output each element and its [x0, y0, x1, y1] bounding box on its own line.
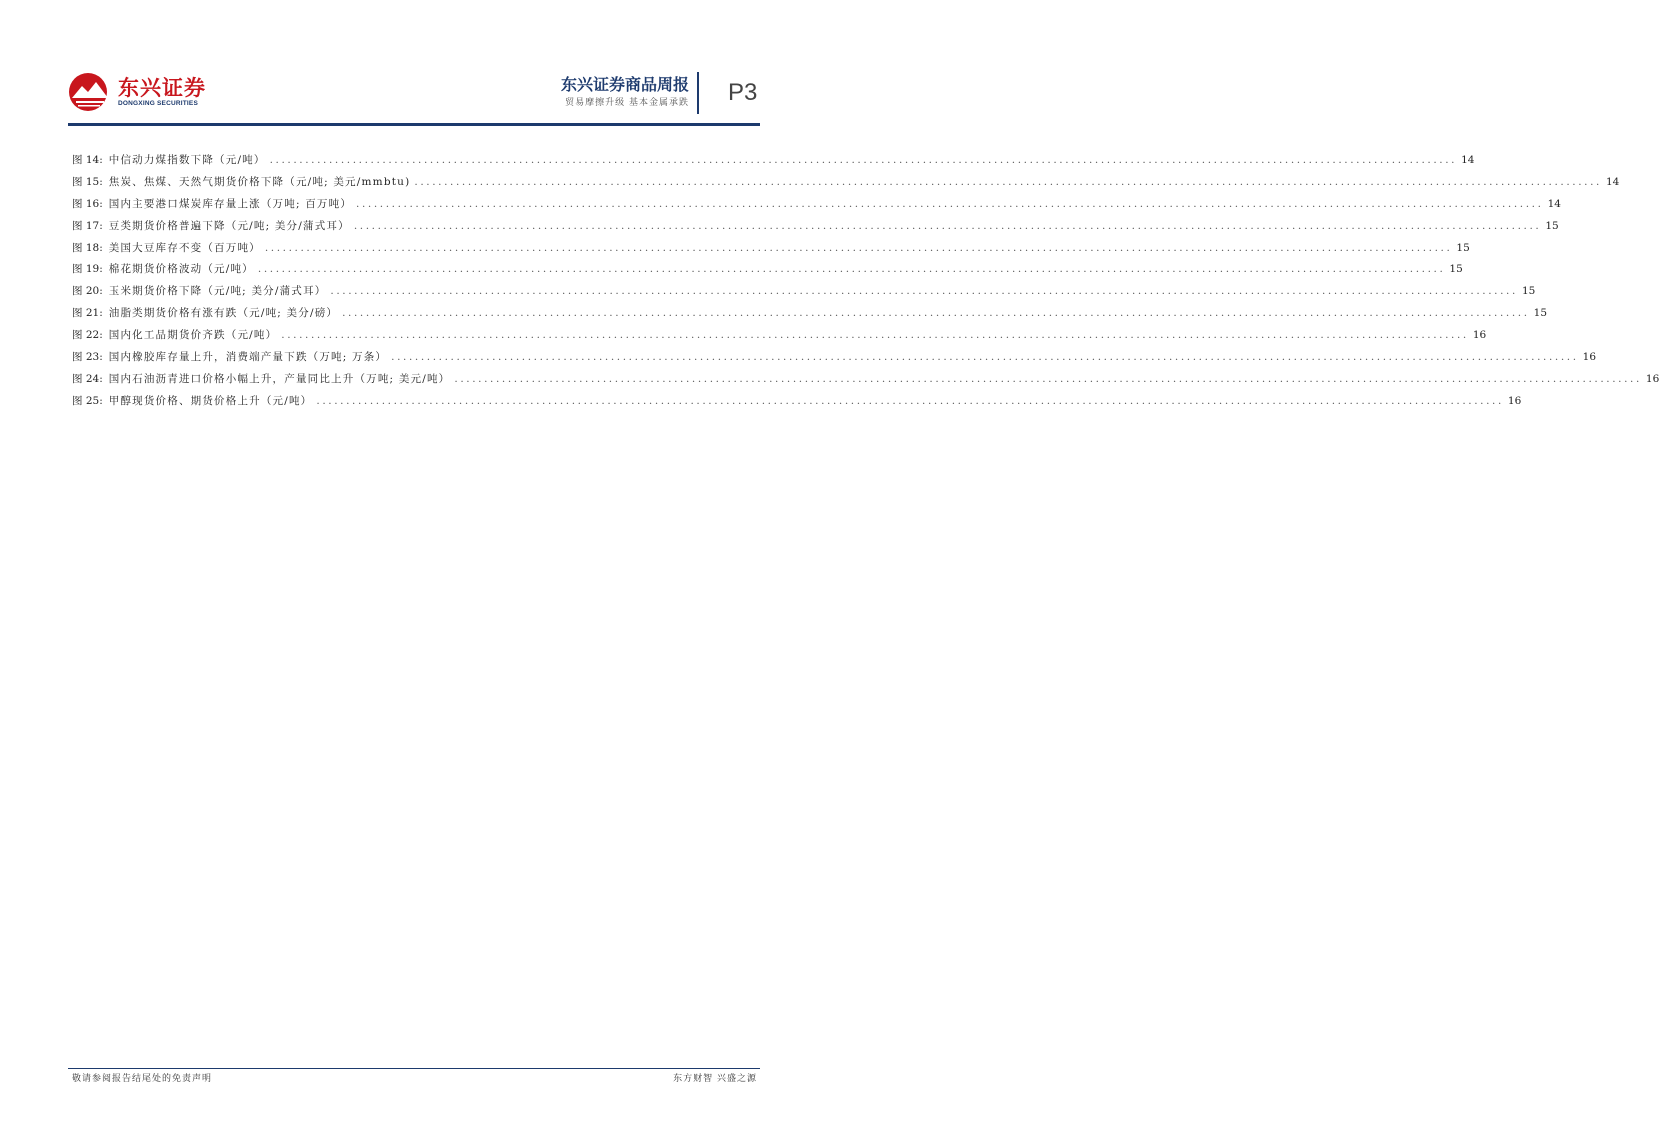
toc-figure-title: 中信动力煤指数下降（元/吨）: [108, 154, 266, 166]
toc-figure-title: 棉花期货价格波动（元/吨）: [108, 263, 254, 276]
toc-leader-dots: ........................................................................................................................................................................................................: [454, 372, 1642, 385]
toc-figure-title: 焦炭、焦煤、天然气期货价格下降（元/吨; 美元/mmbtu): [108, 175, 411, 188]
toc-figure-label: 图 25:: [72, 394, 103, 407]
toc-entry[interactable]: [72, 259, 1463, 281]
toc-entry[interactable]: [72, 172, 1620, 194]
toc-entry[interactable]: [72, 303, 1548, 325]
toc-figure-label: 图 14:: [72, 154, 103, 166]
toc-entry[interactable]: [72, 391, 1522, 413]
toc-page-number: 14: [1547, 197, 1561, 210]
company-logo: [68, 72, 206, 112]
logo-en-text: DONGXING SECURITIES: [118, 100, 199, 107]
toc-leader-dots: ........................................................................................................................................................................................................: [342, 307, 1530, 320]
toc-page-number: 15: [1545, 219, 1559, 232]
toc-leader-dots: ........................................................................................................................................................................................................: [330, 285, 1518, 298]
footer-rule: [68, 1068, 760, 1069]
toc-page-number: 15: [1521, 285, 1536, 298]
toc-figure-label: 图 21:: [72, 307, 103, 320]
toc-figure-title: 油脂类期货价格有涨有跌（元/吨; 美分/磅）: [108, 307, 339, 320]
logo-cn-text: 东兴证券: [118, 76, 206, 100]
toc-leader-dots: ........................................................................................................................................................................................................: [264, 241, 1453, 254]
toc-page-number: 15: [1533, 307, 1548, 320]
toc-entry[interactable]: [72, 216, 1559, 238]
toc-figure-label: 图 16:: [72, 197, 103, 210]
toc-entry[interactable]: [72, 369, 1659, 391]
toc-figure-label: 图 23:: [72, 351, 103, 364]
toc-leader-dots: ........................................................................................................................................................................................................: [356, 197, 1544, 210]
page-number: P3: [728, 79, 758, 106]
toc-page-number: 16: [1472, 329, 1487, 342]
toc-figure-title: 甲醇现货价格、期货价格上升（元/吨）: [108, 394, 313, 407]
toc-leader-dots: ........................................................................................................................................................................................................: [316, 394, 1504, 407]
toc-figure-title: 美国大豆库存不变（百万吨）: [108, 241, 261, 254]
toc-page-number: 15: [1456, 241, 1470, 254]
toc-page-number: 16: [1582, 351, 1597, 364]
page-header: [0, 0, 827, 130]
disclaimer-note: 敬请参阅报告结尾处的免责声明: [72, 1074, 213, 1084]
toc-leader-dots: ........................................................................................................................................................................................................: [353, 219, 1542, 232]
toc-entry[interactable]: [72, 281, 1536, 303]
toc-figure-title: 豆类期货价格普遍下降（元/吨; 美分/蒲式耳）: [108, 219, 350, 232]
report-heading: [561, 75, 689, 109]
toc-figure-label: 图 18:: [72, 241, 103, 254]
toc-figure-title: 国内主要港口煤炭库存量上涨（万吨; 百万吨）: [108, 197, 353, 210]
toc-page-number: 15: [1449, 263, 1463, 276]
toc-entry[interactable]: [72, 238, 1470, 260]
toc-leader-dots: ........................................................................................................................................................................................................: [414, 175, 1602, 188]
toc-figure-title: 玉米期货价格下降（元/吨; 美分/蒲式耳）: [108, 285, 327, 298]
toc-entry[interactable]: [72, 194, 1561, 216]
figure-index: [72, 150, 1659, 413]
toc-figure-label: 图 19:: [72, 263, 103, 276]
report-title: 东兴证券商品周报: [560, 75, 689, 94]
toc-figure-title: 国内橡胶库存量上升，消费端产量下跌（万吨; 万条）: [108, 351, 388, 364]
toc-page-number: 14: [1461, 154, 1475, 166]
header-divider: [697, 72, 699, 114]
toc-leader-dots: ........................................................................................................................................................................................................: [281, 329, 1469, 342]
report-subtitle: 贸易摩擦升级 基本金属承跌: [565, 98, 689, 108]
toc-leader-dots: ........................................................................................................................................................................................................: [269, 154, 1458, 166]
toc-figure-label: 图 20:: [72, 285, 103, 298]
toc-figure-label: 图 24:: [72, 372, 103, 385]
dongxing-logo-icon: [68, 72, 114, 112]
toc-entry[interactable]: [72, 347, 1597, 369]
toc-page-number: 14: [1605, 175, 1620, 188]
toc-page-number: 16: [1507, 394, 1522, 407]
toc-leader-dots: ........................................................................................................................................................................................................: [257, 263, 1446, 276]
company-slogan: 东方财智 兴盛之源: [673, 1074, 757, 1084]
toc-entry[interactable]: [72, 150, 1475, 172]
toc-leader-dots: ........................................................................................................................................................................................................: [391, 351, 1579, 364]
toc-figure-label: 图 15:: [72, 175, 103, 188]
header-rule: [68, 123, 760, 126]
toc-page-number: 16: [1645, 372, 1659, 385]
toc-figure-title: 国内化工品期货价齐跌（元/吨）: [108, 329, 278, 342]
toc-entry[interactable]: [72, 325, 1487, 347]
toc-figure-label: 图 17:: [72, 219, 103, 232]
toc-figure-title: 国内石油沥青进口价格小幅上升，产量同比上升（万吨; 美元/吨）: [108, 372, 451, 385]
toc-figure-label: 图 22:: [72, 329, 103, 342]
